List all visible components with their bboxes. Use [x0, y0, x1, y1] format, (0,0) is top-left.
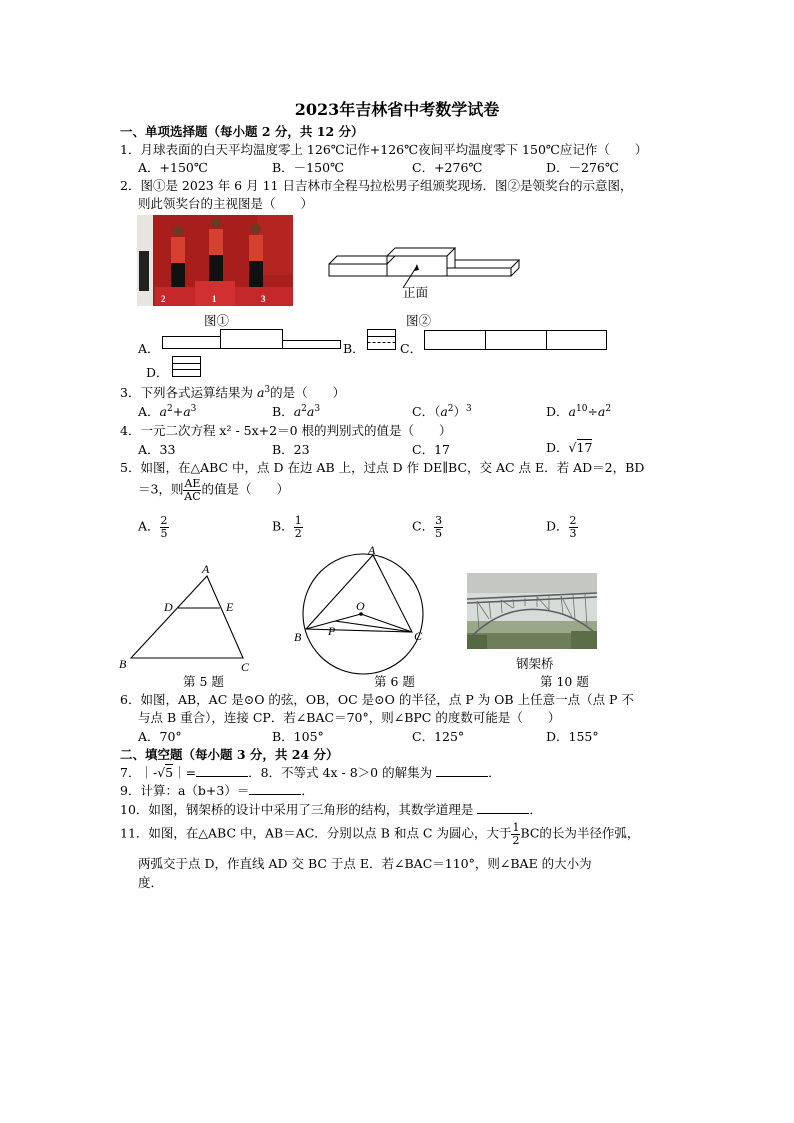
circle-label-c: C — [414, 629, 423, 643]
front-label: 正面 — [403, 285, 429, 300]
tri-label-d: D — [164, 600, 173, 614]
q3-option-c: C．$(a^2)^3$ — [412, 404, 472, 420]
q6-stem-line2: 与点 B 重合），连接 CP．若∠BAC＝70°，则∠BPC 的度数可能是（ ） — [138, 710, 561, 725]
q5-option-d: D． $\frac{2}{3}$ — [546, 514, 577, 540]
q1-option-d: D．－276℃ — [546, 160, 619, 175]
q7-q8-line: 7．｜-√5｜= ．8．不等式 4x - 8＞0 的解集为 ． — [120, 765, 501, 780]
q2-option-b-figure — [365, 327, 399, 353]
page-title: 2023年吉林省中考数学试卷 — [294, 100, 500, 119]
q5-stem-line1: 5．如图，在△ABC 中，点 D 在边 AB 上，过点 D 作 DE∥BC，交 AC 点 E．若 AD＝2，BD — [120, 460, 645, 475]
q4-option-b: B．23 — [272, 442, 310, 457]
tri-label-a: A — [202, 562, 210, 576]
fig1-caption: 图① — [204, 313, 230, 328]
podium-number-1: 1 — [212, 294, 217, 304]
q8-answer-blank[interactable] — [436, 776, 488, 777]
q5-option-a: A． $\frac{2}{5}$ — [138, 514, 168, 540]
q10-line: 10．如图，钢架桥的设计中采用了三角形的结构，其数学道理是 ． — [120, 802, 542, 817]
q3-stem: 3．下列各式运算结果为 $a^3$的是（ ） — [120, 385, 346, 401]
q9-line: 9．计算：a（b+3）＝ ． — [120, 783, 314, 798]
q10-answer-blank[interactable] — [477, 813, 529, 814]
fig2-caption: 图② — [406, 313, 432, 328]
circle-label-o: O — [356, 599, 365, 613]
q6-option-b: B．105° — [272, 729, 324, 744]
q1-stem: 1．月球表面的白天平均温度零上 126℃记作+126℃夜间平均温度零下 150℃应记作（ ） — [120, 142, 648, 157]
q2-option-a-label: A． — [138, 341, 160, 356]
q10-figure-caption: 第 10 题 — [540, 674, 589, 689]
circle-label-b: B — [294, 630, 302, 644]
q5-option-c: C． $\frac{3}{5}$ — [412, 514, 443, 540]
podium-number-3: 3 — [261, 294, 266, 304]
q2-option-d-figure — [170, 354, 204, 380]
q5-option-b: B． $\frac{1}{2}$ — [272, 514, 302, 540]
q6-figure-caption: 第 6 题 — [374, 674, 415, 689]
circle-label-p: P — [328, 624, 336, 638]
q1-option-b: B．－150℃ — [272, 160, 345, 175]
q6-circle-figure — [290, 542, 430, 678]
q5-figure-caption: 第 5 题 — [183, 674, 224, 689]
q3-option-b: B．$a^2a^3$ — [272, 404, 321, 420]
bridge-label: 钢架桥 — [516, 656, 554, 671]
q2-option-a-figure — [160, 327, 344, 351]
q4-option-c: C．17 — [412, 442, 450, 457]
q11-line2: 两弧交于点 D，作直线 AD 交 BC 于点 E．若∠BAC＝110°，则∠BAE 的大小为 — [138, 856, 592, 871]
q4-option-d: D．√17 — [546, 440, 593, 455]
podium-number-2: 2 — [161, 294, 166, 304]
q2-option-d-label: D． — [146, 365, 169, 380]
q1-option-c: C．+276℃ — [412, 160, 483, 175]
tri-label-c: C — [241, 660, 250, 674]
q7-answer-blank[interactable] — [196, 776, 248, 777]
q3-option-a: A．$a^2+a^3$ — [138, 404, 197, 420]
section-heading-choice: 一、单项选择题（每小题 2 分，共 12 分） — [120, 124, 364, 139]
q2-option-b-label: B． — [343, 341, 365, 356]
podium-photo — [137, 215, 293, 306]
q6-option-d: D．155° — [546, 729, 599, 744]
tri-label-b: B — [119, 657, 127, 671]
q9-answer-blank[interactable] — [249, 794, 301, 795]
q2-stem-line2: 则此领奖台的主视图是（ ） — [138, 196, 314, 211]
q5-stem-line2: ＝3，则 $\frac{AE}{AC}$ 的值是（ ） — [138, 477, 289, 503]
q6-stem-line1: 6．如图，AB，AC 是⊙O 的弦，OB，OC 是⊙O 的半径，点 P 为 OB 上任意一点（点 P 不 — [120, 692, 634, 707]
q11-line1: 11．如图，在△ABC 中，AB＝AC．分别以点 B 和点 C 为圆心，大于 $\frac{1}{2}$ BC的长为半径作弧， — [120, 821, 640, 847]
q4-option-a: A．33 — [138, 442, 176, 457]
tri-label-e: E — [226, 600, 234, 614]
circle-label-a: A — [368, 543, 376, 557]
q2-option-c-figure — [422, 328, 610, 352]
section-heading-fill: 二、填空题（每小题 3 分，共 24 分） — [120, 747, 339, 762]
q2-stem-line1: 2．图①是 2023 年 6 月 11 日吉林市全程马拉松男子组颁奖现场．图②是领奖台的示意图， — [120, 178, 633, 193]
q11-line3: 度． — [138, 875, 164, 890]
q1-option-a: A．+150℃ — [138, 160, 208, 175]
q2-option-c-label: C． — [400, 341, 423, 356]
steel-bridge-photo — [467, 573, 597, 649]
q3-option-d: D．$a^{10}\div a^2$ — [546, 404, 612, 420]
q6-option-c: C．125° — [412, 729, 465, 744]
q5-triangle-figure — [115, 562, 265, 674]
q6-option-a: A．70° — [138, 729, 182, 744]
q4-stem: 4．一元二次方程 x² - 5x+2＝0 根的判别式的值是（ ） — [120, 423, 452, 438]
